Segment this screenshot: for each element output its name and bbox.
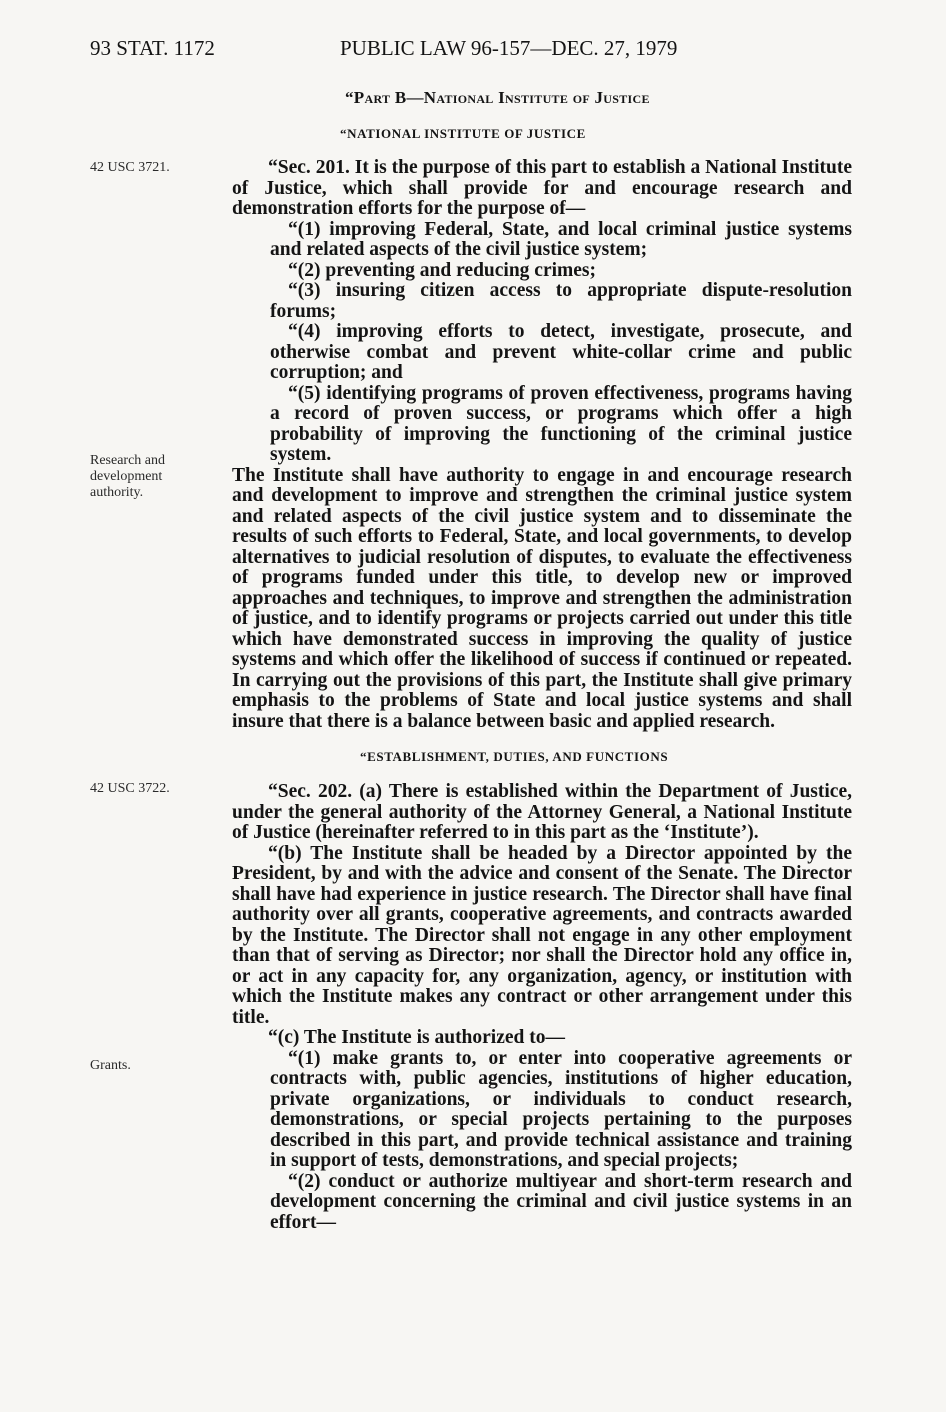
sec201-item-5: “(5) identifying programs of proven effectiveness, programs having a record of proven success, or programs which offer a high probability of improving the functioning of the criminal justice system. <box>270 382 852 465</box>
page-stat-number: 93 STAT. 1172 <box>90 36 215 60</box>
sec202-a: “Sec. 202. (a) There is established within the Department of Justice, under the general authority of the Attorney General, a National Institute of Justice (hereinafter referred to in this part as the ‘Institute’). <box>232 781 852 843</box>
sec202-c1: “(1) make grants to, or enter into cooperative agreements or contracts with, public agencies, institutions of higher education, private organizations, or individuals to conduct research, demonstrations, or special projects pertaining to the purposes described in this part, and provide technical assistance and training in support of tests, demonstrations, and special projects; <box>270 1047 852 1171</box>
section-202 <box>232 782 852 1233</box>
sec202-c: “(c) The Institute is authorized to— <box>268 1027 566 1048</box>
sec201-item-4: “(4) improving efforts to detect, investigate, prosecute, and otherwise combat and prevent white-collar crime and public corruption; and <box>270 321 852 383</box>
sec201-item-3: “(3) insuring citizen access to appropriate dispute-resolution forums; <box>270 280 852 322</box>
margin-cite-3722: 42 USC 3722. <box>90 781 170 796</box>
page-law-header: PUBLIC LAW 96-157—DEC. 27, 1979 <box>340 36 678 60</box>
sec201-item-2: “(2) preventing and reducing crimes; <box>288 259 597 281</box>
sec202-b: “(b) The Institute shall be headed by a Director appointed by the President, by and with the advice and consent of the Senate. The Director shall have had experience in justice research. The Director shall have final authority over all grants, cooperative agreements, and contracts awarded by the Institute. The Director shall not engage in any other employment than that of serving as Director; nor shall the Director hold any office in, or act in any capacity for, any organization, agency, or institution with which the Institute makes any contract or other arrangement under this title. <box>232 842 852 1028</box>
margin-note-research: Research and development authority. <box>90 453 166 500</box>
sec201-intro: “Sec. 201. It is the purpose of this part to establish a National Institute of Justice, which shall provide for and encourage research and demonstration efforts for the purpose of— <box>232 157 852 219</box>
sec201-authority: The Institute shall have authority to engage in and encourage research and development to improve and strengthen the criminal justice system and related aspects of the civil justice system and to disseminate the results of such efforts to Federal, State, and local governments, to develop alternatives to judicial resolution of disputes, to evaluate the effectiveness of programs funded under this title, to develop new or improved approaches and techniques, to improve and strengthen the administration of justice, and to identify programs or projects carried out under this title which have demonstrated success in improving the quality of justice systems and which offer the likelihood of success if continued or repeated. In carrying out the provisions of this part, the Institute shall give primary emphasis to the problems of State and local justice systems and shall insure that there is a balance between basic and applied research. <box>232 464 852 732</box>
sec202-c2: “(2) conduct or authorize multiyear and short-term research and development concerning the criminal and civil justice systems in an effort— <box>270 1170 852 1233</box>
section-heading-nij: “NATIONAL INSTITUTE OF JUSTICE <box>340 126 586 141</box>
section-201 <box>232 158 852 732</box>
margin-cite-3721: 42 USC 3721. <box>90 160 170 175</box>
sec201-item-1: “(1) improving Federal, State, and local criminal justice systems and related aspects of the civil justice system; <box>270 218 852 260</box>
section-heading-establishment: “ESTABLISHMENT, DUTIES, AND FUNCTIONS <box>360 749 669 764</box>
part-heading: “Part B—National Institute of Justice <box>345 88 650 107</box>
margin-note-grants: Grants. <box>90 1058 131 1073</box>
